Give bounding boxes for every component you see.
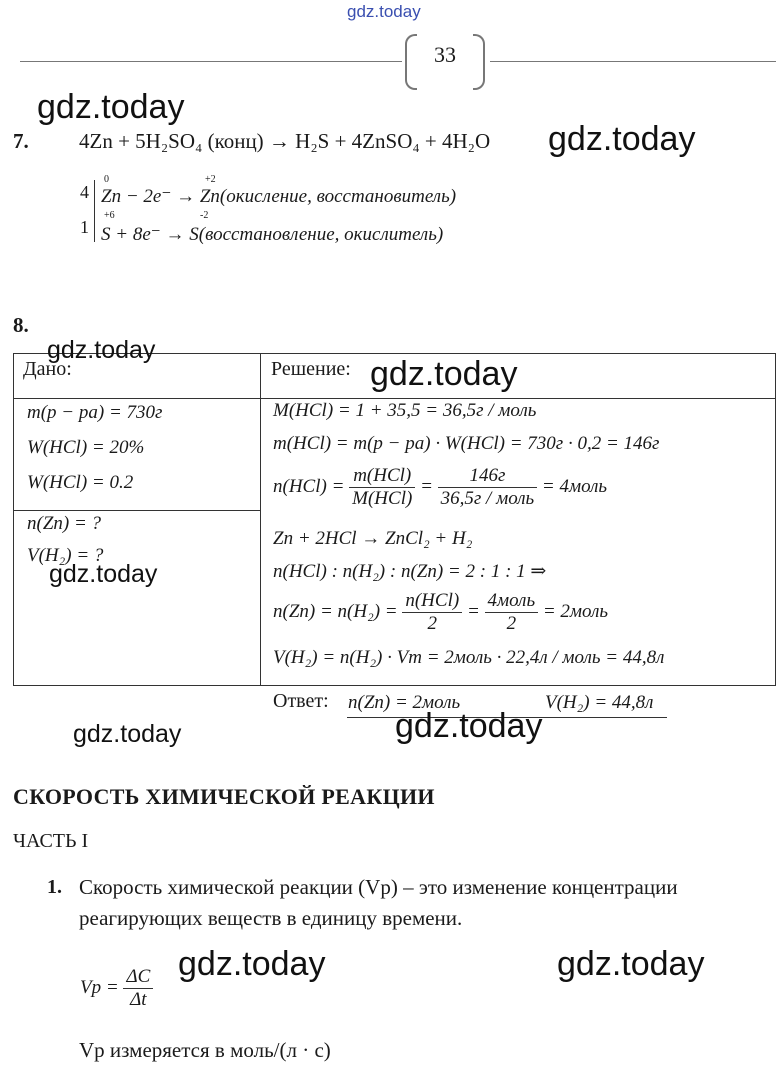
watermark: gdz.today: [557, 945, 705, 983]
coef-bottom: 1: [80, 217, 89, 237]
rate-formula: Vp = $\frac{\Delta C}{\Delta t}$: [80, 966, 153, 1011]
solution-step: n(HCl) : n(H₂) : n(Zn) = 2 : 1 : 1 ⇒: [273, 561, 547, 582]
page-number: 33: [434, 42, 456, 67]
coef-top: 4: [80, 182, 89, 202]
ox-state: -2: [200, 210, 209, 221]
given-line: W(HCl) = 0.2: [27, 472, 134, 493]
watermark: gdz.today: [395, 707, 543, 745]
watermark-top: gdz.today: [347, 2, 421, 21]
task-7-number: 7.: [13, 129, 29, 153]
units-line: Vp измеряется в моль/(л · с): [79, 1038, 331, 1062]
solution-step: V(H₂) = n(H₂) · Vm = 2моль · 22,4л / моль = 44,8л: [273, 647, 665, 668]
ox-state: +6: [104, 210, 115, 221]
watermark: gdz.today: [49, 560, 158, 588]
half-reaction-oxidation: Zn − 2e⁻ → Zn(окисление, восстановитель): [101, 186, 457, 207]
solution-step-fraction: n(HCl) = $\frac{\text{m(HCl)}}{\text{M(HCl)}}$ = $\frac{146г}{\text{36,5г / моль}}$ = 4моль: [273, 465, 608, 509]
watermark: gdz.today: [370, 355, 518, 393]
half-reaction-reduction: S + 8e⁻ → S(восстановление, окислитель): [101, 224, 444, 245]
header-rule-left: [20, 61, 402, 62]
answer-value: n(Zn) = 2моль: [348, 692, 461, 713]
answer-label: Ответ:: [273, 690, 329, 712]
watermark: gdz.today: [178, 945, 326, 983]
ox-state: +2: [205, 174, 216, 185]
given-header: Дано:: [23, 358, 72, 380]
solution-step: M(HCl) = 1 + 35,5 = 36,5г / моль: [273, 400, 537, 421]
solution-step: Zn + 2HCl → ZnCl₂ + H₂: [273, 528, 473, 549]
given-line: W(HCl) = 20%: [27, 437, 145, 458]
item-number: 1.: [47, 876, 62, 898]
definition-line: Скорость химической реакции (Vp) – это изменение концентрации: [79, 875, 678, 899]
watermark: gdz.today: [548, 120, 696, 158]
header-rule-right: [490, 61, 776, 62]
balance-divider: [94, 180, 95, 242]
solution-step: m(HCl) = m(p − pa) · W(HCl) = 730г · 0,2 = 146г: [273, 433, 660, 454]
ox-state: 0: [104, 174, 109, 185]
given-line: m(p − pa) = 730г: [27, 402, 163, 423]
find-line: n(Zn) = ?: [27, 513, 102, 534]
page-number-frame: [405, 34, 485, 88]
definition-line: реагирующих веществ в единицу времени.: [79, 906, 463, 930]
task-7-equation: 4Zn + 5H₂SO₄ (конц) → H₂S + 4ZnSO₄ + 4H₂O: [79, 129, 491, 153]
watermark: gdz.today: [73, 720, 182, 748]
watermark: gdz.today: [47, 336, 156, 364]
part-label: ЧАСТЬ I: [13, 830, 89, 852]
answer-value: V(H₂) = 44,8л: [545, 692, 654, 713]
solution-step-fraction: n(Zn) = n(H₂) = $\frac{\text{n(HCl)}}{2}$ = $\frac{\text{4моль}}{2}$ = 2моль: [273, 590, 609, 634]
section-heading: СКОРОСТЬ ХИМИЧЕСКОЙ РЕАКЦИИ: [13, 784, 435, 809]
watermark: gdz.today: [37, 88, 185, 126]
solution-header: Решение:: [271, 358, 351, 380]
task-8-number: 8.: [13, 313, 29, 337]
find-line: V(H₂) = ?: [27, 545, 104, 566]
